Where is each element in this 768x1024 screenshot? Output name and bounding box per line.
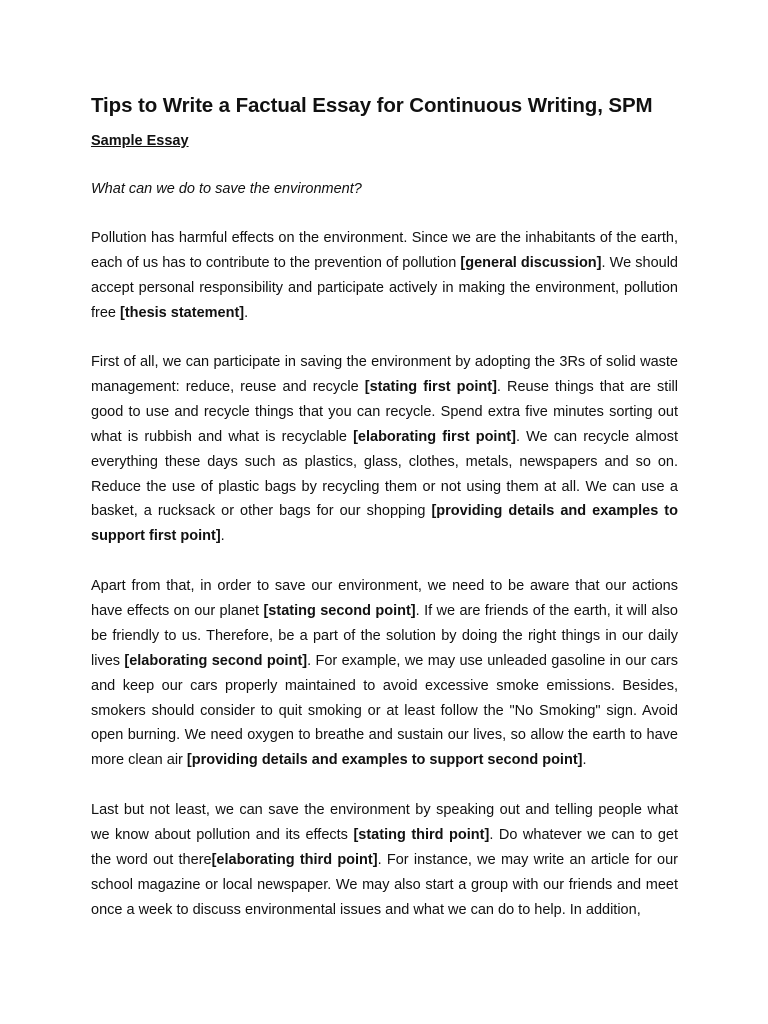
document-title: Tips to Write a Factual Essay for Continuous Writing, SPM xyxy=(91,94,653,117)
paragraph-text: . Reuse things that are still good to use and recycle things that you can recycle. Spend extra five minutes sorting out what is rubbish and what is recyclable xyxy=(91,378,678,445)
essay-question: What can we do to save the environment? xyxy=(91,181,362,197)
paragraph-text: First of all, we can participate in saving the environment by adopting the 3Rs of solid waste management: reduce, reuse and recycle xyxy=(91,354,678,395)
essay-annotation: [providing details and examples to support first point] xyxy=(91,503,678,545)
essay-annotation: [stating second point] xyxy=(263,602,416,619)
paragraph-text: Pollution has harmful effects on the environment. Since we are the inhabitants of the earth, each of us has to contribute to the prevention of pollution xyxy=(91,230,678,271)
paragraph-text: . For instance, we may write an article for our school magazine or local newspaper. We may also start a group with our friends and meet once a week to discuss environmental issues and what we can do to help. In addition, xyxy=(91,851,678,918)
paragraph-text: . xyxy=(582,752,587,769)
essay-annotation: [providing details and examples to support second point] xyxy=(186,752,583,769)
essay-annotation: [thesis statement] xyxy=(120,304,245,321)
paragraph-text: . xyxy=(244,304,249,321)
paragraph xyxy=(91,574,678,773)
essay-annotation: [elaborating second point] xyxy=(124,652,308,669)
paragraph-text: . We can recycle almost everything these days such as plastics, glass, clothes, metals, newspapers and so on. Reduce the use of plastic bags by recycling them or not using them at all. We can use a basket, a rucksack or other bags for our shopping xyxy=(91,428,678,520)
essay-annotation: [elaborating first point] xyxy=(353,428,516,445)
paragraph-text: Apart from that, in order to save our environment, we need to be aware that our actions have effects on our planet xyxy=(91,578,678,619)
paragraph xyxy=(91,350,678,549)
essay-annotation: [stating third point] xyxy=(353,826,490,843)
document-page xyxy=(91,93,678,918)
paragraph xyxy=(91,798,678,923)
paragraph-text: . xyxy=(220,528,225,545)
essay-annotation: [elaborating third point] xyxy=(211,851,378,868)
document-subtitle: Sample Essay xyxy=(91,133,189,149)
paragraph-text: . We should accept personal responsibility and participate actively in making the environment, pollution free xyxy=(91,254,678,321)
paragraph-text: . If we are friends of the earth, it will also be friendly to us. Therefore, be a part of the solution by doing the right things in our daily lives xyxy=(91,602,678,669)
paragraph-text: . Do whatever we can to get the word out there xyxy=(91,826,678,868)
essay-annotation: [general discussion] xyxy=(460,254,602,271)
paragraph-text: Last but not least, we can save the environment by speaking out and telling people what we know about pollution and its effects xyxy=(91,802,678,843)
paragraph-text: . For example, we may use unleaded gasoline in our cars and keep our cars properly maintained to avoid excessive smoke emissions. Besides, smokers should consider to quit smoking or at least follow the "No Smoking" sign. Avoid open burning. We need oxygen to breathe and sustain our lives, so allow the earth to have more clean air xyxy=(91,652,678,769)
paragraph xyxy=(91,226,678,326)
essay-annotation: [stating first point] xyxy=(364,378,497,395)
